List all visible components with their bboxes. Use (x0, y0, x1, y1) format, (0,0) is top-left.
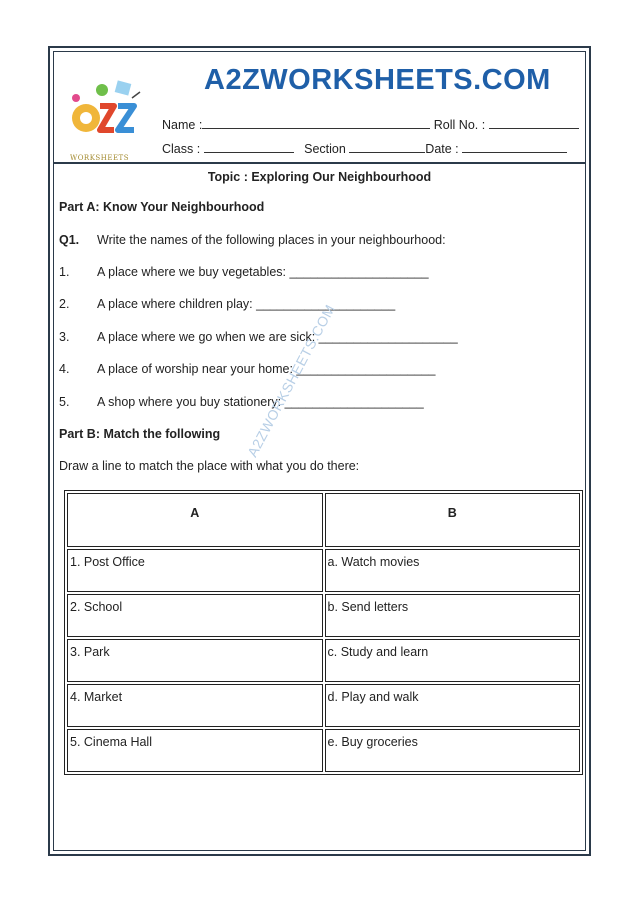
table-header-row (67, 493, 580, 547)
item-text: A shop where you buy stationery: ____________________ (97, 395, 424, 409)
item-text: A place of worship near your home: ____________________ (97, 362, 436, 376)
item-text: A place where we go when we are sick: ____________________ (97, 330, 458, 344)
list-item (59, 330, 458, 344)
list-item (59, 362, 435, 376)
section-blank[interactable] (349, 140, 425, 153)
item-text: A place where we buy vegetables: ____________________ (97, 265, 429, 279)
item-number: 5. (59, 395, 70, 409)
cell-a: 4. Market (67, 684, 323, 727)
column-header-b: B (325, 493, 581, 547)
list-item (59, 297, 395, 311)
item-text: A place where children play: ____________________ (97, 297, 396, 311)
date-label: Date : (425, 142, 459, 156)
roll-label: Roll No. : (433, 118, 486, 132)
watermark: A2ZWORKSHEETS.COM (244, 301, 339, 460)
worksheet-frame (48, 46, 591, 856)
question-1 (59, 233, 446, 247)
logo-wordmark: WORKSHEETS (70, 154, 130, 162)
name-label: Name : (162, 118, 203, 132)
item-number: 1. (59, 265, 70, 279)
class-section-date-row (162, 140, 567, 156)
table-row (67, 729, 580, 772)
column-header-a: A (67, 493, 323, 547)
table-row (67, 684, 580, 727)
cell-b: d. Play and walk (325, 684, 581, 727)
cell-a: 5. Cinema Hall (67, 729, 323, 772)
roll-blank[interactable] (489, 116, 579, 129)
list-item (59, 395, 424, 409)
item-number: 3. (59, 330, 70, 344)
cell-a: 2. School (67, 594, 323, 637)
list-item (59, 265, 429, 279)
match-table (64, 490, 583, 775)
item-number: 2. (59, 297, 70, 311)
cell-b: b. Send letters (325, 594, 581, 637)
worksheet-inner-border (53, 51, 586, 851)
logo-graphic (62, 76, 150, 146)
question-number: Q1. (59, 233, 80, 247)
class-blank[interactable] (204, 140, 294, 153)
cell-b: e. Buy groceries (325, 729, 581, 772)
name-roll-row (162, 116, 579, 132)
table-row (67, 549, 580, 592)
cell-b: c. Study and learn (325, 639, 581, 682)
date-blank[interactable] (462, 140, 567, 153)
class-label: Class : (162, 142, 201, 156)
cell-b: a. Watch movies (325, 549, 581, 592)
item-number: 4. (59, 362, 70, 376)
name-blank[interactable] (202, 116, 430, 129)
site-title: A2ZWORKSHEETS.COM (204, 64, 551, 96)
part-b-title: Part B: Match the following (59, 427, 221, 441)
part-a-title: Part A: Know Your Neighbourhood (59, 200, 265, 214)
topic-heading: Topic : Exploring Our Neighbourhood (207, 170, 432, 184)
part-b-instruction: Draw a line to match the place with what you do there: (59, 459, 360, 473)
question-text: Write the names of the following places in your neighbourhood: (97, 233, 446, 247)
cell-a: 3. Park (67, 639, 323, 682)
table-row (67, 594, 580, 637)
table-row (67, 639, 580, 682)
a2z-logo (62, 76, 150, 162)
cell-a: 1. Post Office (67, 549, 323, 592)
section-label: Section (304, 142, 346, 156)
header-divider (54, 162, 585, 164)
